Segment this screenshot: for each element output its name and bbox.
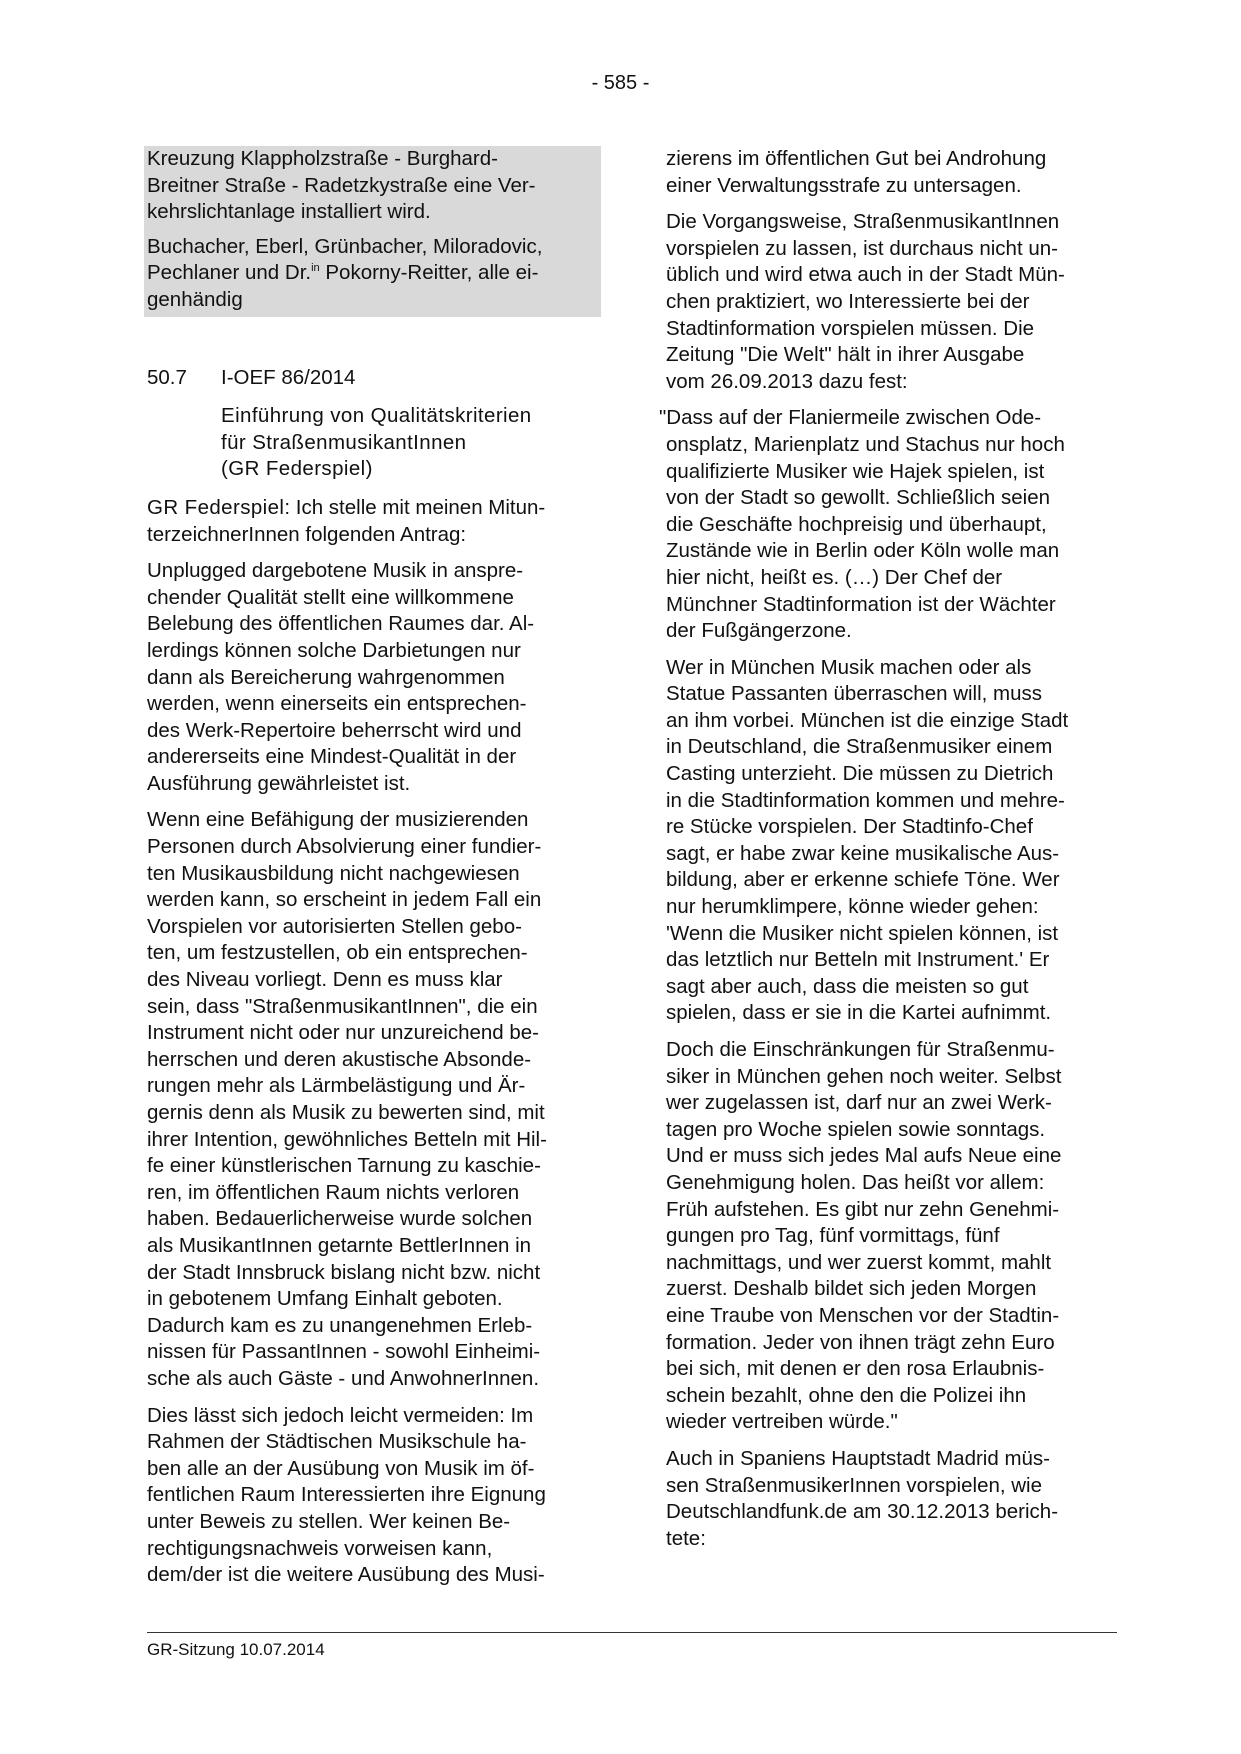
text-line: genhändig: [147, 287, 243, 311]
item-number: 50.7: [147, 365, 187, 389]
text-line: üblich und wird etwa auch in der Stadt Mün-: [666, 263, 1065, 287]
text-line: ren, im öffentlichen Raum nichts verloren: [147, 1180, 520, 1204]
text-line: hier nicht, heißt es. (…) Der Chef der: [666, 565, 1003, 589]
text-line: Instrument nicht oder nur unzureichend be-: [147, 1021, 540, 1045]
text-line: der Fußgängerzone.: [666, 619, 852, 643]
quote-paragraph: [666, 655, 1116, 1027]
text-line: sagt, er habe zwar keine musikalische Aus-: [666, 841, 1060, 865]
text-line: [147, 260, 595, 287]
text-line: rechtigungsnachweis vorweisen kann,: [147, 1536, 493, 1560]
item-title: [221, 403, 597, 483]
text-line: Die Vorgangsweise, StraßenmusikantInnen: [666, 210, 1060, 234]
text-line: als MusikantInnen getarnte BettlerInnen in: [147, 1233, 532, 1257]
intro-paragraph: [147, 495, 597, 548]
text-line: "Dass auf der Flaniermeile zwischen Ode-: [659, 406, 1042, 430]
text-line: nissen für PassantInnen - sowohl Einheimi-: [147, 1340, 541, 1364]
text-line: Doch die Einschränkungen für Straßenmu-: [666, 1038, 1055, 1061]
text-line: bei sich, mit denen er den rosa Erlaubnis-: [666, 1357, 1045, 1381]
text-line: ten Musikausbildung nicht nachgewiesen: [147, 861, 520, 885]
text-line: herrschen und deren akustische Absonde-: [147, 1047, 532, 1071]
text-line: Statue Passanten überraschen will, muss: [666, 682, 1043, 706]
text-line: das letztlich nur Betteln mit Instrument.' Er: [666, 948, 1050, 972]
footer-session-date: GR-Sitzung 10.07.2014: [147, 1640, 325, 1659]
text-line: nachmittags, und wer zuerst kommt, mahlt: [666, 1250, 1052, 1274]
text-line: Zustände wie in Berlin oder Köln wolle man: [666, 539, 1060, 563]
text-line: Deutschlandfunk.de am 30.12.2013 berich-: [666, 1500, 1059, 1524]
text-line: [147, 495, 597, 522]
text-line: Früh aufstehen. Es gibt nur zehn Genehmi-: [666, 1197, 1060, 1221]
text-line: (GR Federspiel): [221, 457, 373, 481]
text-line: in Deutschland, die Straßenmusiker einem: [666, 735, 1053, 759]
text-line: nur herumklimpere, könne wieder gehen:: [666, 895, 1039, 919]
text-line: chen praktiziert, wo Interessierte bei der: [666, 289, 1030, 313]
text-line: onsplatz, Marienplatz und Stachus nur hoch: [666, 432, 1065, 456]
text-line: Buchacher, Eberl, Grünbacher, Miloradovic,: [147, 234, 543, 258]
text-line: Auch in Spaniens Hauptstadt Madrid müs-: [666, 1446, 1051, 1470]
text-line: ten, um festzustellen, ob ein entsprechen-: [147, 941, 528, 965]
text-line: sen StraßenmusikerInnen vorspielen, wie: [666, 1473, 1043, 1497]
text-line: wer zugelassen ist, darf nur an zwei Werk-: [666, 1091, 1052, 1115]
text-line: ben alle an der Ausübung von Musik im öf-: [147, 1456, 535, 1480]
text-line: für StraßenmusikantInnen: [221, 430, 467, 454]
text-line: bildung, aber er erkenne schiefe Töne. Wer: [666, 868, 1060, 892]
paragraph: [666, 1446, 1116, 1552]
text-line: vom 26.09.2013 dazu fest:: [666, 369, 908, 393]
text-line: des Niveau vorliegt. Denn es muss klar: [147, 968, 503, 992]
text-line: werden kann, so erscheint in jedem Fall ein: [147, 888, 542, 912]
text-line: tagen pro Woche spielen sowie sonntags.: [666, 1117, 1046, 1141]
text-line: des Werk-Repertoire beherrscht wird und: [147, 718, 522, 742]
text-line: haben. Bedauerlicherweise wurde solchen: [147, 1207, 533, 1231]
text-line: zuerst. Deshalb bildet sich jeden Morgen: [666, 1277, 1037, 1301]
text-line: Personen durch Absolvierung einer fundier-: [147, 835, 542, 859]
quote-paragraph: [666, 1037, 1116, 1436]
text-line: andererseits eine Mindest-Qualität in der: [147, 745, 517, 769]
text-line: Casting unterzieht. Die müssen zu Dietrich: [666, 762, 1054, 786]
text-line: eine Traube von Menschen vor der Stadtin-: [666, 1303, 1060, 1327]
text-line: von der Stadt so gewollt. Schließlich seien: [666, 486, 1051, 510]
text-line: Wenn eine Befähigung der musizierenden: [147, 808, 529, 832]
text-line: chender Qualität stellt eine willkommene: [147, 585, 514, 609]
text-line: zierens im öffentlichen Gut bei Androhung: [666, 147, 1047, 170]
text-line: in die Stadtinformation kommen und mehre-: [666, 788, 1065, 812]
text-line: Münchner Stadtinformation ist der Wächter: [666, 592, 1056, 616]
agenda-item-header: [147, 365, 597, 392]
text-line: Vorspielen vor autorisierten Stellen gebo-: [147, 914, 522, 938]
paragraph: [666, 146, 1116, 199]
text-line: Rahmen der Städtischen Musikschule ha-: [147, 1430, 527, 1454]
text-line: wieder vertreiben würde.": [666, 1410, 898, 1434]
text-line: spielen, dass er sie in die Kartei aufnimmt.: [666, 1001, 1052, 1025]
text-line: lerdings können solche Darbietungen nur: [147, 638, 521, 662]
superscript: in: [311, 262, 320, 275]
text-line: Kreuzung Klappholzstraße - Burghard-: [147, 147, 498, 170]
text-line: terzeichnerInnen folgenden Antrag:: [147, 522, 467, 546]
text-line: gernis denn als Musik zu bewerten sind, mit: [147, 1101, 545, 1124]
paragraph: [147, 1403, 597, 1589]
text-line: Genehmigung holen. Das heißt vor allem:: [666, 1170, 1045, 1194]
paragraph: [147, 558, 597, 797]
text-fragment: Pechlaner und Dr.: [147, 261, 312, 285]
text-line: dann als Bereicherung wahrgenommen: [147, 665, 505, 689]
text-line: werden, wenn einerseits ein entsprechen-: [147, 692, 527, 716]
text-line: siker in München gehen noch weiter. Selbst: [666, 1064, 1062, 1088]
text-line: gungen pro Tag, fünf vormittags, fünf: [666, 1224, 1000, 1248]
text-line: Dadurch kam es zu unangenehmen Erleb-: [147, 1313, 533, 1337]
text-line: dem/der ist die weitere Ausübung des Musi-: [147, 1563, 545, 1587]
item-reference: I-OEF 86/2014: [221, 365, 356, 389]
text-line: Ausführung gewährleistet ist.: [147, 771, 411, 795]
text-line: 'Wenn die Musiker nicht spielen können, ist: [666, 921, 1059, 945]
speaker-name: GR Federspiel: [147, 495, 285, 519]
text-line: formation. Jeder von ihnen trägt zehn Euro: [666, 1330, 1055, 1354]
text-line: sche als auch Gäste - und AnwohnerInnen.: [147, 1366, 540, 1390]
text-line: schein bezahlt, ohne den die Polizei ihn: [666, 1383, 1027, 1407]
text-line: Breitner Straße - Radetzkystraße eine Ver-: [147, 173, 536, 197]
text-fragment: : Ich stelle mit meinen Mitun-: [284, 495, 546, 519]
text-line: Belebung des öffentlichen Raumes dar. Al-: [147, 612, 535, 636]
paragraph: [666, 209, 1116, 395]
text-line: sagt aber auch, dass die meisten so gut: [666, 974, 1029, 998]
text-line: kehrslichtanlage installiert wird.: [147, 200, 431, 224]
text-line: fe einer künstlerischen Tarnung zu kaschie-: [147, 1154, 541, 1178]
text-line: tete:: [666, 1526, 706, 1550]
text-line: ihrer Intention, gewöhnliches Betteln mit Hil-: [147, 1127, 547, 1151]
left-column: [147, 146, 597, 1599]
text-line: Wer in München Musik machen oder als: [666, 655, 1032, 679]
text-line: an ihm vorbei. München ist die einzige Stadt: [666, 708, 1069, 732]
signers: [147, 234, 595, 314]
text-line: die Geschäfte hochpreisig und überhaupt,: [666, 512, 1047, 536]
text-line: der Stadt Innsbruck bislang nicht bzw. nicht: [147, 1260, 541, 1284]
shaded-motion-box: [144, 146, 601, 317]
text-fragment: Pokorny-Reitter, alle ei-: [319, 261, 539, 285]
quote-paragraph: [659, 405, 1116, 644]
text-line: Zeitung "Die Welt" hält in ihrer Ausgabe: [666, 343, 1025, 367]
text-line: vorspielen zu lassen, ist durchaus nicht un-: [666, 236, 1058, 260]
text-line: Einführung von Qualitätskriterien: [221, 404, 532, 428]
text-line: qualifizierte Musiker wie Hajek spielen, ist: [666, 459, 1045, 483]
page-number: - 585 -: [591, 72, 650, 94]
text-line: sein, dass "StraßenmusikantInnen", die ein: [147, 994, 538, 1018]
text-line: unter Beweis zu stellen. Wer keinen Be-: [147, 1509, 511, 1533]
text-line: rungen mehr als Lärmbelästigung und Är-: [147, 1074, 526, 1098]
right-column: [659, 146, 1116, 1562]
text-line: Dies lässt sich jedoch leicht vermeiden: Im: [147, 1403, 534, 1427]
footer-divider: [147, 1632, 1117, 1633]
text-line: einer Verwaltungsstrafe zu untersagen.: [666, 173, 1022, 197]
paragraph: [147, 807, 597, 1392]
motion-text: [147, 146, 595, 226]
text-line: Unplugged dargebotene Musik in anspre-: [147, 559, 524, 583]
text-line: Und er muss sich jedes Mal aufs Neue eine: [666, 1144, 1062, 1168]
text-line: re Stücke vorspielen. Der Stadtinfo-Chef: [666, 815, 1033, 839]
text-line: fentlichen Raum Interessierten ihre Eignung: [147, 1483, 546, 1507]
text-line: Stadtinformation vorspielen müssen. Die: [666, 316, 1035, 340]
text-line: in gebotenem Umfang Einhalt geboten.: [147, 1287, 503, 1311]
